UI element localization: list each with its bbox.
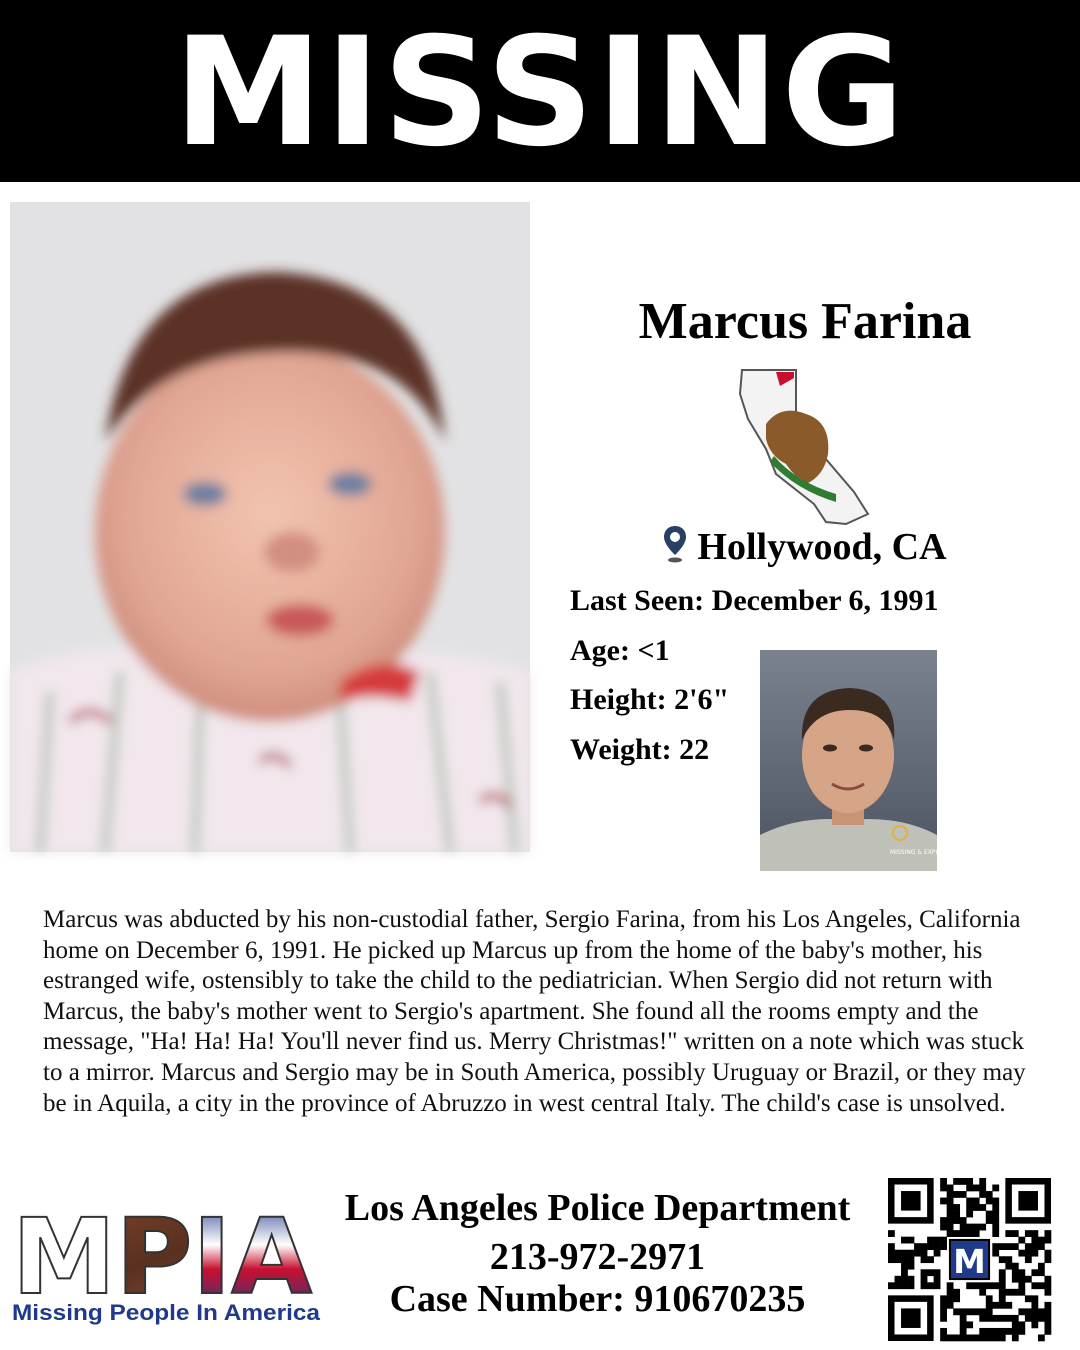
svg-text:MPIA: MPIA: [12, 1196, 312, 1318]
last-seen: Last Seen: December 6, 1991: [570, 584, 939, 617]
height: Height: 2'6": [570, 683, 730, 716]
location-pin-icon: [663, 525, 687, 563]
agency-phone: 213-972-2971: [489, 1236, 706, 1278]
case-number: Case Number: 910670235: [389, 1278, 806, 1320]
weight: Weight: 22: [570, 733, 710, 766]
age-progressed-photo: [760, 650, 958, 871]
svg-text:M: M: [953, 1243, 986, 1282]
banner-title: MISSING: [173, 6, 907, 180]
case-description: Marcus was abducted by his non-custodial father, Sergio Farina, from his Los Angeles, California home on December 6, 1991. He picked up Marcus up from the home of the baby's mother, his estranged wife, ostensibly to take the child to the pediatrician. When Sergio did not return with Marcus, the baby's mother went to Sergio's apartment. She found all the rooms empty and the message, "Ha! Ha! Ha! You'll never find us. Merry Christmas!" written on a note which was stuck to a mirror. Marcus and Sergio may be in South America, possibly Uruguay or Brazil, or they may be in Aquila, a city in the province of Abruzzo in west central Italy. The child's case is unsolved.: [43, 906, 1026, 1117]
california-flag-map: [736, 364, 876, 529]
agency-name: Los Angeles Police Department: [344, 1187, 851, 1229]
location: [560, 522, 1050, 572]
missing-banner: [0, 0, 1080, 182]
qr-code[interactable]: [888, 1178, 1051, 1341]
mpia-logo: [12, 1198, 324, 1328]
logo-tagline: Missing People In America: [12, 1300, 321, 1325]
location-text: Hollywood, CA: [697, 526, 947, 568]
age: Age: <1: [570, 634, 670, 667]
person-name: Marcus Farina: [638, 293, 972, 350]
watermark-text: MISSING & EXPLOITED: [890, 849, 958, 856]
child-photo: [10, 202, 530, 852]
